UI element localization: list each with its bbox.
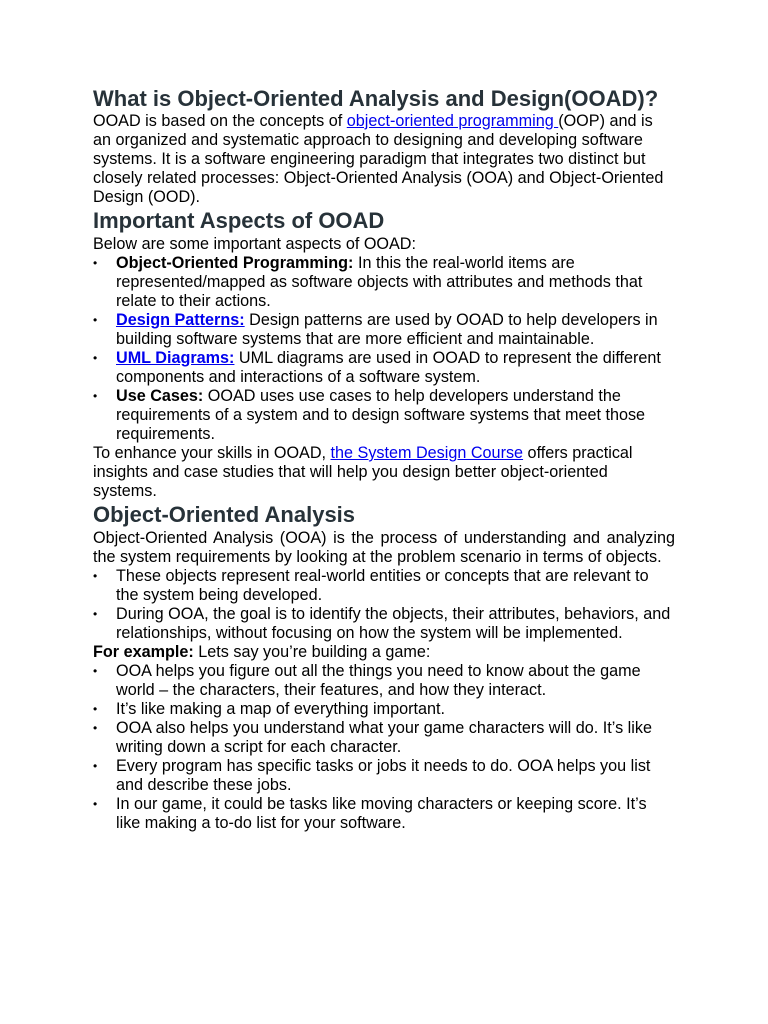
intro-paragraph — [93, 112, 675, 207]
bullet-icon: • — [93, 313, 98, 327]
bullet-icon: • — [93, 721, 98, 735]
page-title: What is Object-Oriented Analysis and Design(OOAD)? — [93, 86, 659, 111]
aspect-term: Use Cases: — [116, 387, 204, 405]
example-paragraph — [93, 643, 675, 662]
point-text: OOA helps you figure out all the things you need to know about the game world – the characters, their features, and how they interact. — [116, 662, 641, 699]
aspect-text: OOAD uses use cases to help developers understand the requirements of a system and to design software systems that meet those requirements. — [116, 387, 646, 443]
aspects-heading: Important Aspects of OOAD — [93, 208, 385, 233]
point-text: In our game, it could be tasks like moving characters or keeping score. It’s like making a to-do list for your software. — [116, 795, 647, 832]
list-item — [93, 795, 675, 833]
example-points-list — [93, 662, 675, 833]
bullet-icon: • — [93, 664, 98, 678]
list-item — [93, 719, 675, 757]
bullet-icon: • — [93, 569, 98, 583]
point-text: OOA also helps you understand what your game characters will do. It’s like writing down a script for each character. — [116, 719, 652, 756]
intro-text-end: (OOP) and is an organized and systematic approach to designing and developing software systems. It is a software engineering paradigm that integrates two distinct but closely related processes: Object-Oriented Analysis (OOA) and Object-Oriented Design (OOD). — [93, 112, 664, 206]
aspect-text: UML diagrams are used in OOAD to represent the different components and interactions of a software system. — [116, 349, 661, 386]
aspects-lead: Below are some important aspects of OOAD: — [93, 235, 416, 253]
list-item — [93, 700, 675, 719]
aspects-list — [93, 254, 675, 444]
point-text: During OOA, the goal is to identify the objects, their attributes, behaviors, and relationships, without focusing on how the system will be implemented. — [116, 605, 671, 642]
document-page — [93, 86, 675, 833]
list-item — [93, 757, 675, 795]
point-text: It’s like making a map of everything important. — [116, 700, 445, 718]
bullet-icon: • — [93, 351, 98, 365]
bullet-icon: • — [93, 389, 98, 403]
example-text: Lets say you’re building a game: — [193, 643, 431, 661]
ooa-heading: Object-Oriented Analysis — [93, 502, 356, 527]
list-item — [93, 311, 675, 349]
bullet-icon: • — [93, 759, 98, 773]
ooa-paragraph: Object-Oriented Analysis (OOA) is the process of understanding and analyzing the system requirements by looking at the problem scenario in terms of objects. — [93, 529, 675, 566]
ooa-points-list — [93, 567, 675, 643]
system-design-course-link[interactable]: the System Design Course — [330, 444, 524, 462]
list-item — [93, 567, 675, 605]
bullet-icon: • — [93, 702, 98, 716]
course-text-start: To enhance your skills in OOAD, — [93, 444, 331, 462]
list-item — [93, 605, 675, 643]
course-paragraph — [93, 444, 675, 501]
point-text: These objects represent real-world entities or concepts that are relevant to the system being developed. — [116, 567, 649, 604]
aspect-text: Design patterns are used by OOAD to help developers in building software systems that are more efficient and maintainable. — [116, 311, 658, 348]
bullet-icon: • — [93, 607, 98, 621]
course-text-end: offers practical insights and case studies that will help you design better object-oriented systems. — [93, 444, 633, 500]
aspect-term: Object-Oriented Programming: — [116, 254, 354, 272]
bullet-icon: • — [93, 797, 98, 811]
list-item — [93, 662, 675, 700]
oop-link[interactable]: object-oriented programming — [346, 112, 559, 130]
uml-diagrams-link[interactable]: UML Diagrams: — [116, 349, 235, 367]
aspect-text: In this the real-world items are represented/mapped as software objects with attributes and methods that relate to their actions. — [116, 254, 643, 310]
point-text: Every program has specific tasks or jobs it needs to do. OOA helps you list and describe these jobs. — [116, 757, 651, 794]
example-label: For example: — [93, 643, 194, 661]
list-item — [93, 387, 675, 444]
intro-text-start: OOAD is based on the concepts of — [93, 112, 347, 130]
bullet-icon: • — [93, 256, 98, 270]
design-patterns-link[interactable]: Design Patterns: — [116, 311, 245, 329]
list-item — [93, 349, 675, 387]
list-item — [93, 254, 675, 311]
